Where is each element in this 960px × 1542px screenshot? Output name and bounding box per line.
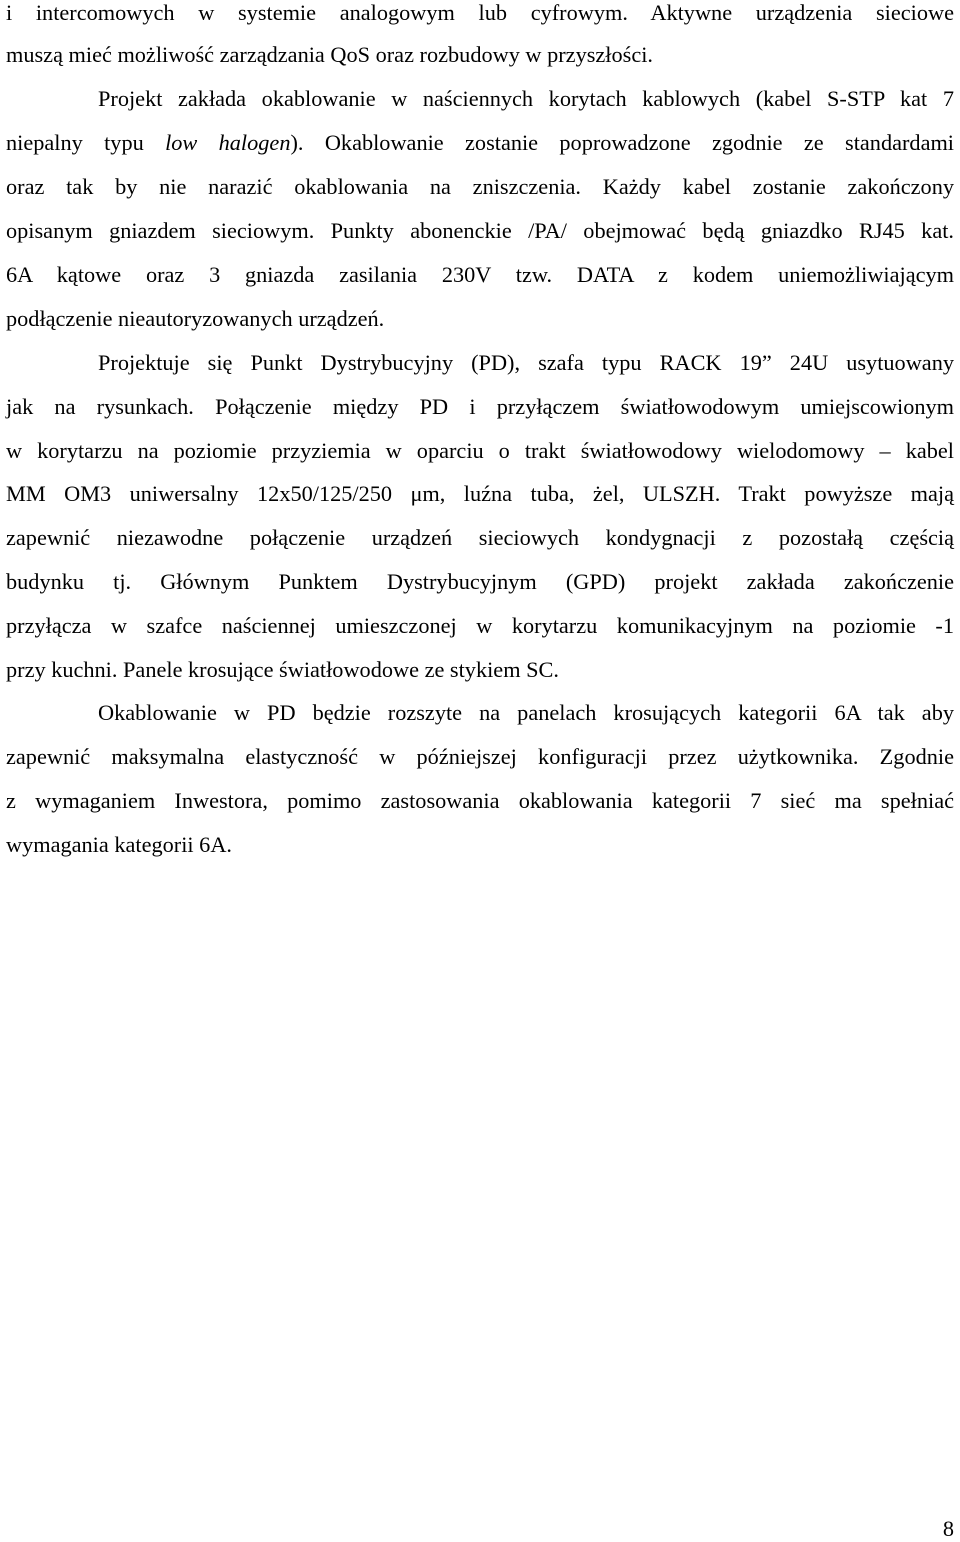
text-line-5: oraz tak by nie narazić okablowania na zniszczenia. Każdy kabel zostanie zakończony [6, 174, 954, 199]
text-line-13: zapewnić niezawodne połączenie urządzeń sieciowych kondygnacji z pozostałą częścią [6, 525, 954, 550]
text-line-3: Projekt zakłada okablowanie w naściennych korytach kablowych (kabel S-STP kat 7 [98, 86, 954, 111]
text-segment: ). Okablowanie zostanie poprowadzone zgodnie ze standardami [290, 130, 954, 155]
text-line-11: w korytarzu na poziomie przyziemia w oparciu o trakt światłowodowy wielodomowy – kabel [6, 438, 954, 463]
text-line-8: podłączenie nieautoryzowanych urządzeń. [6, 306, 385, 331]
text-line-7: 6A kątowe oraz 3 gniazda zasilania 230V tzw. DATA z kodem uniemożliwiającym [6, 262, 954, 287]
text-line-15: przyłącza w szafce naściennej umieszczonej w korytarzu komunikacyjnym na poziomie -1 [6, 613, 954, 638]
text-line-2: muszą mieć możliwość zarządzania QoS oraz rozbudowy w przyszłości. [6, 42, 653, 67]
text-line-16: przy kuchni. Panele krosujące światłowodowe ze stykiem SC. [6, 657, 559, 682]
text-line-4 [6, 130, 954, 156]
text-line-12: MM OM3 uniwersalny 12x50/125/250 μm, luźna tuba, żel, ULSZH. Trakt powyższe mają [6, 481, 954, 506]
text-segment: niepalny typu [6, 130, 166, 155]
text-line-20: wymagania kategorii 6A. [6, 832, 232, 857]
text-line-14: budynku tj. Głównym Punktem Dystrybucyjnym (GPD) projekt zakłada zakończenie [6, 569, 954, 594]
text-line-10: jak na rysunkach. Połączenie między PD i przyłączem światłowodowym umiejscowionym [6, 394, 954, 419]
text-line-18: zapewnić maksymalna elastyczność w późniejszej konfiguracji przez użytkownika. Zgodnie [6, 744, 954, 769]
text-line-1: i intercomowych w systemie analogowym lub cyfrowym. Aktywne urządzenia sieciowe [6, 0, 954, 25]
text-line-6: opisanym gniazdem sieciowym. Punkty abonenckie /PA/ obejmować będą gniazdko RJ45 kat. [6, 218, 954, 243]
text-line-19: z wymaganiem Inwestora, pomimo zastosowania okablowania kategorii 7 sieć ma spełniać [6, 788, 954, 813]
text-line-17: Okablowanie w PD będzie rozszyte na panelach krosujących kategorii 6A tak aby [98, 700, 954, 725]
italic-term: low halogen [165, 130, 291, 155]
text-line-9: Projektuje się Punkt Dystrybucyjny (PD), szafa typu RACK 19” 24U usytuowany [98, 350, 954, 375]
page-number: 8 [942, 1516, 954, 1541]
